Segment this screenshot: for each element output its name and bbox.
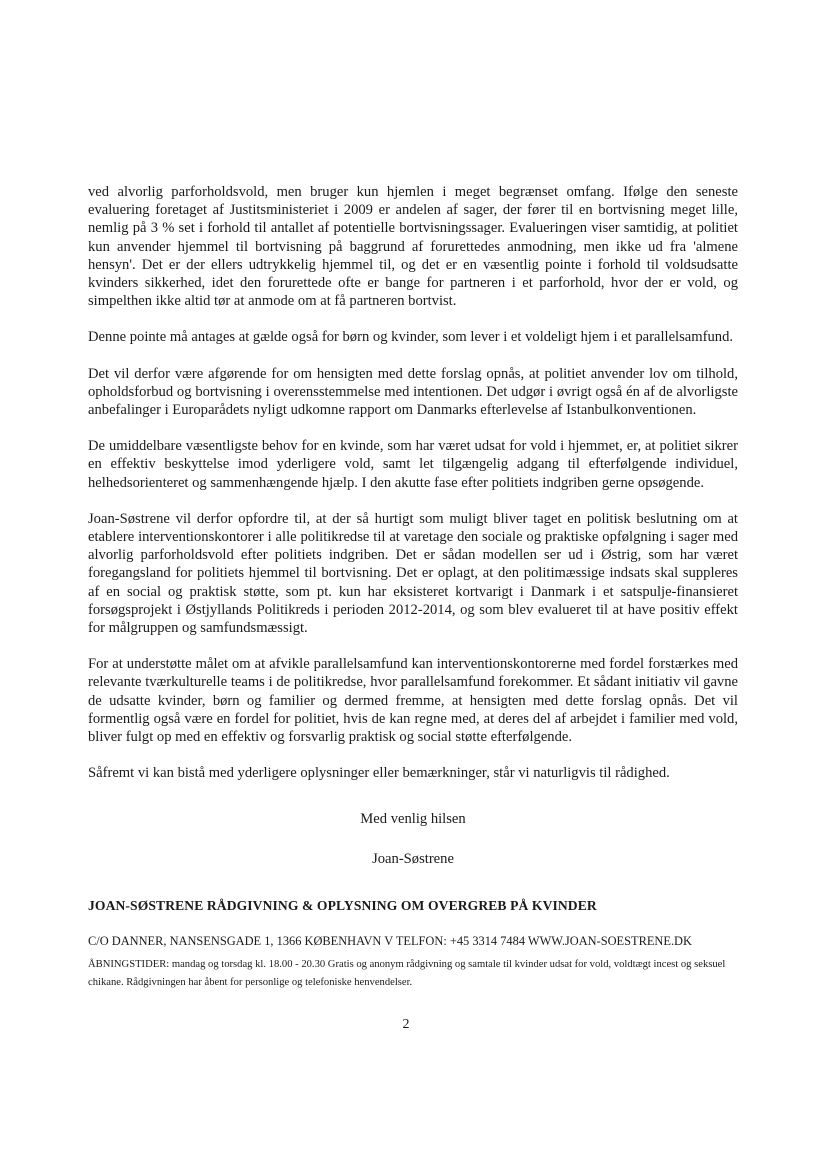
closing-greeting: Med venlig hilsen (360, 811, 466, 827)
letter-body (88, 183, 738, 800)
paragraph-bortvisning-evaluation: ved alvorlig parforholdsvold, men bruger kun hjemlen i meget begrænset omfang. Ifølge den seneste evaluering foretaget af Justitsministeriet i 2009 er andelen af sager, der fører til en bortvisning meget lille, nemlig på 3 % set i forhold til antallet af potentielle bortvisningssager. Evalueringen viser samtidig, at politiet kun anvender hjemmel til bortvisning på baggrund af forurettedes anmodning, men ikke ud fra 'almene hensyn'. Det er der ellers udtrykkelig hjemmel til, og det er en væsentlig pointe i forhold til voldsudsatte kvinders sikkerhed, idet den forurettede ofte er bange for partneren i et parforhold, hvor der er vold, og simpelthen ikke altid tør at anmode om at få partneren bortvist. (88, 184, 738, 310)
page-number: 2 (402, 1017, 410, 1032)
opening-hours: ÅBNINGSTIDER: mandag og torsdag kl. 18.00 - 20.30 Gratis og anonym rådgivning og samtale til kvinder udsat for vold, voldtægt incest og seksuel chikane. Rådgivningen har åbent for personlige og telefoniske henvendelser. (88, 959, 726, 988)
paragraph-law-application: Det vil derfor være afgørende for om hensigten med dette forslag opnås, at politiet anvender lov om tilhold, opholdsforbud og bortvisning i overensstemmelse med intentionen. Det udgør i øvrigt også én af de alvorligste anbefalinger i Europarådets nyligt udkomne rapport om Danmarks efterlevelse af Istanbulkonventionen. (88, 365, 738, 419)
organization-title: JOAN-SØSTRENE RÅDGIVNING & OPLYSNING OM OVERGREB PÅ KVINDER (88, 898, 597, 913)
closing-signature: Joan-Søstrene (372, 851, 454, 867)
paragraph-intervention-offices: Joan-Søstrene vil derfor opfordre til, at der så hurtigt som muligt bliver taget en politisk beslutning om at etablere interventionskontorer i alle politikredse til at varetage den sociale og praktiske opfølgning i sager med alvorlig parforholdsvold efter politiets indgriben. Det er sådan modellen ser ud i Østrig, som har været foregangsland for politiets hjemmel til bortvisning. Det er oplagt, at den politimæssige indsats skal suppleres af en social og praktisk støtte, som pt. kun har eksisteret kortvarigt i Danmark i et satspulje-finansieret forsøgsprojekt i Østjyllands Politikreds i perioden 2012-2014, og som blev evalueret til at have positiv effekt for målgruppen og samfundsmæssigt. (88, 510, 738, 637)
paragraph-offer-assistance: Såfremt vi kan bistå med yderligere oplysninger eller bemærkninger, står vi naturligvis til rådighed. (88, 765, 670, 782)
contact-info: C/O DANNER, NANSENSGADE 1, 1366 KØBENHAVN V TELFON: +45 3314 7484 WWW.JOAN-SOESTRENE.DK (88, 934, 692, 948)
paragraph-cross-cultural-teams: For at understøtte målet om at afvikle parallelsamfund kan interventionskontorerne med fordel forstærkes med relevante tværkulturelle teams i de politikredse, hvor parallelsamfund forekommer. Et sådant initiativ vil gavne de udsatte kvinder, børn og familier og dermed fremme, at hensigten med dette forslag opnås. Det vil formentlig også være en fordel for politiet, hvis de kan regne med, at deres del af arbejdet i familier med vold, bliver fulgt op med en effektiv og forsvarlig praktisk og social støtte efterfølgende. (88, 656, 738, 746)
paragraph-parallel-society-point: Denne pointe må antages at gælde også for børn og kvinder, som lever i et voldeligt hjem i et parallelsamfund. (88, 329, 734, 346)
paragraph-immediate-needs: De umiddelbare væsentligste behov for en kvinde, som har været udsat for vold i hjemmet, er, at politiet sikrer en effektiv beskyttelse imod yderligere vold, samt let tilgængelig adgang til efterfølgende individuel, helhedsorienteret og sammenhængende hjælp. I den akutte fase efter politiets indgriben gerne opsøgende. (88, 438, 738, 491)
